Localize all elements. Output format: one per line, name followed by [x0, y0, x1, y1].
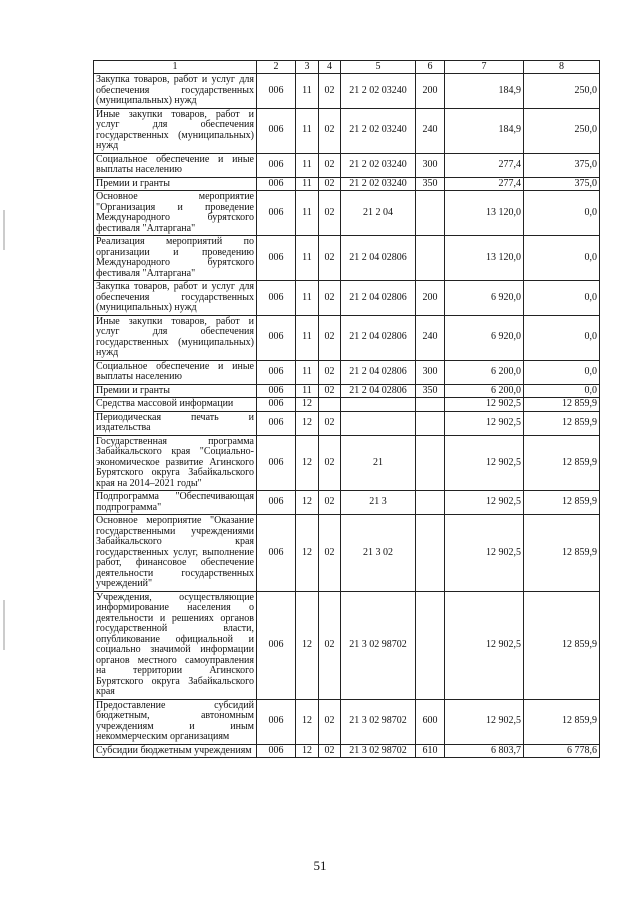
amount-year2-cell: 12 859,9 — [524, 411, 600, 435]
target-article-cell: 21 2 04 02806 — [341, 384, 416, 398]
table-row — [94, 281, 600, 316]
amount-year1-cell: 12 902,5 — [445, 411, 524, 435]
row-name-cell: Субсидии бюджетным учреждениям — [94, 744, 257, 758]
scan-edge-mark — [3, 210, 5, 250]
amount-year1-cell: 12 902,5 — [445, 515, 524, 592]
expense-type-cell: 200 — [416, 281, 445, 316]
expense-type-cell: 200 — [416, 74, 445, 109]
chapter-code-cell: 006 — [257, 591, 296, 699]
amount-year2-cell: 0,0 — [524, 191, 600, 236]
section-code-cell: 12 — [296, 435, 319, 491]
subsection-code-cell: 02 — [319, 315, 341, 360]
target-article-cell: 21 2 02 03240 — [341, 153, 416, 177]
amount-year2-cell: 12 859,9 — [524, 398, 600, 412]
amount-year2-cell: 12 859,9 — [524, 491, 600, 515]
row-name-cell: Иные закупки товаров, работ и услуг для обеспечения государственных (муниципальных) нужд — [94, 108, 257, 153]
table-row — [94, 315, 600, 360]
amount-year2-cell: 0,0 — [524, 384, 600, 398]
row-name-cell: Социальное обеспечение и иные выплаты населению — [94, 360, 257, 384]
amount-year2-cell: 0,0 — [524, 315, 600, 360]
section-code-cell: 11 — [296, 281, 319, 316]
table-row — [94, 411, 600, 435]
target-article-cell: 21 3 02 98702 — [341, 744, 416, 758]
amount-year1-cell: 6 200,0 — [445, 360, 524, 384]
header-cell: 8 — [524, 61, 600, 74]
section-code-cell: 12 — [296, 411, 319, 435]
subsection-code-cell: 02 — [319, 360, 341, 384]
section-code-cell: 11 — [296, 153, 319, 177]
subsection-code-cell: 02 — [319, 384, 341, 398]
expense-type-cell — [416, 491, 445, 515]
subsection-code-cell: 02 — [319, 699, 341, 744]
chapter-code-cell: 006 — [257, 153, 296, 177]
expense-type-cell: 240 — [416, 108, 445, 153]
amount-year1-cell: 12 902,5 — [445, 398, 524, 412]
header-cell: 4 — [319, 61, 341, 74]
amount-year1-cell: 184,9 — [445, 108, 524, 153]
amount-year1-cell: 12 902,5 — [445, 435, 524, 491]
chapter-code-cell: 006 — [257, 491, 296, 515]
target-article-cell: 21 3 02 98702 — [341, 699, 416, 744]
section-code-cell: 11 — [296, 315, 319, 360]
subsection-code-cell: 02 — [319, 74, 341, 109]
target-article-cell — [341, 398, 416, 412]
expense-type-cell — [416, 591, 445, 699]
expense-type-cell — [416, 515, 445, 592]
header-cell: 5 — [341, 61, 416, 74]
section-code-cell: 11 — [296, 74, 319, 109]
subsection-code-cell: 02 — [319, 153, 341, 177]
table-row — [94, 699, 600, 744]
chapter-code-cell: 006 — [257, 398, 296, 412]
amount-year1-cell: 13 120,0 — [445, 191, 524, 236]
section-code-cell: 11 — [296, 236, 319, 281]
table-row — [94, 177, 600, 191]
target-article-cell — [341, 411, 416, 435]
table-row — [94, 491, 600, 515]
row-name-cell: Закупка товаров, работ и услуг для обеспечения государственных (муниципальных) нужд — [94, 74, 257, 109]
amount-year2-cell: 250,0 — [524, 108, 600, 153]
expense-type-cell — [416, 435, 445, 491]
subsection-code-cell: 02 — [319, 108, 341, 153]
table-row — [94, 384, 600, 398]
section-code-cell: 12 — [296, 491, 319, 515]
subsection-code-cell: 02 — [319, 591, 341, 699]
chapter-code-cell: 006 — [257, 515, 296, 592]
amount-year1-cell: 6 200,0 — [445, 384, 524, 398]
row-name-cell: Основное мероприятие "Оказание государственными учреждениями Забайкальского края государственных услуг, выполнение работ, финансовое обеспечение деятельности государственных учреждений" — [94, 515, 257, 592]
chapter-code-cell: 006 — [257, 384, 296, 398]
row-name-cell: Премии и гранты — [94, 384, 257, 398]
target-article-cell: 21 2 04 — [341, 191, 416, 236]
expense-type-cell — [416, 398, 445, 412]
row-name-cell: Периодическая печать и издательства — [94, 411, 257, 435]
amount-year1-cell: 277,4 — [445, 177, 524, 191]
row-name-cell: Средства массовой информации — [94, 398, 257, 412]
section-code-cell: 12 — [296, 398, 319, 412]
chapter-code-cell: 006 — [257, 191, 296, 236]
section-code-cell: 11 — [296, 191, 319, 236]
table-body — [94, 74, 600, 758]
table-row — [94, 108, 600, 153]
target-article-cell: 21 2 04 02806 — [341, 281, 416, 316]
section-code-cell: 11 — [296, 177, 319, 191]
expense-type-cell: 350 — [416, 177, 445, 191]
table-header-row — [94, 61, 600, 74]
target-article-cell: 21 2 04 02806 — [341, 236, 416, 281]
chapter-code-cell: 006 — [257, 236, 296, 281]
chapter-code-cell: 006 — [257, 360, 296, 384]
amount-year1-cell: 277,4 — [445, 153, 524, 177]
table-row — [94, 744, 600, 758]
expense-type-cell: 350 — [416, 384, 445, 398]
chapter-code-cell: 006 — [257, 699, 296, 744]
table-row — [94, 191, 600, 236]
section-code-cell: 11 — [296, 108, 319, 153]
row-name-cell: Основное мероприятие "Организация и проведение Международного бурятского фестиваля "Алтаргана" — [94, 191, 257, 236]
subsection-code-cell: 02 — [319, 491, 341, 515]
budget-table — [93, 60, 600, 758]
table-row — [94, 360, 600, 384]
row-name-cell: Иные закупки товаров, работ и услуг для обеспечения государственных (муниципальных) нужд — [94, 315, 257, 360]
amount-year1-cell: 12 902,5 — [445, 699, 524, 744]
expense-type-cell — [416, 236, 445, 281]
section-code-cell: 12 — [296, 515, 319, 592]
target-article-cell: 21 2 02 03240 — [341, 177, 416, 191]
amount-year2-cell: 0,0 — [524, 236, 600, 281]
table-row — [94, 591, 600, 699]
header-cell: 2 — [257, 61, 296, 74]
chapter-code-cell: 006 — [257, 108, 296, 153]
amount-year2-cell: 12 859,9 — [524, 515, 600, 592]
target-article-cell: 21 2 02 03240 — [341, 74, 416, 109]
amount-year2-cell: 0,0 — [524, 281, 600, 316]
section-code-cell: 12 — [296, 699, 319, 744]
amount-year2-cell: 375,0 — [524, 177, 600, 191]
table-row — [94, 236, 600, 281]
amount-year1-cell: 12 902,5 — [445, 491, 524, 515]
target-article-cell: 21 2 04 02806 — [341, 360, 416, 384]
header-cell: 7 — [445, 61, 524, 74]
subsection-code-cell: 02 — [319, 236, 341, 281]
header-cell: 1 — [94, 61, 257, 74]
amount-year1-cell: 6 920,0 — [445, 281, 524, 316]
expense-type-cell: 300 — [416, 153, 445, 177]
target-article-cell: 21 3 — [341, 491, 416, 515]
subsection-code-cell — [319, 398, 341, 412]
expense-type-cell: 300 — [416, 360, 445, 384]
subsection-code-cell: 02 — [319, 435, 341, 491]
expense-type-cell — [416, 411, 445, 435]
table-row — [94, 74, 600, 109]
row-name-cell: Премии и гранты — [94, 177, 257, 191]
chapter-code-cell: 006 — [257, 281, 296, 316]
amount-year2-cell: 0,0 — [524, 360, 600, 384]
target-article-cell: 21 2 02 03240 — [341, 108, 416, 153]
row-name-cell: Социальное обеспечение и иные выплаты населению — [94, 153, 257, 177]
row-name-cell: Предоставление субсидий бюджетным, автономным учреждениям и иным некоммерческим организациям — [94, 699, 257, 744]
subsection-code-cell: 02 — [319, 744, 341, 758]
chapter-code-cell: 006 — [257, 435, 296, 491]
amount-year1-cell: 6 920,0 — [445, 315, 524, 360]
section-code-cell: 12 — [296, 591, 319, 699]
scan-edge-mark — [3, 600, 5, 650]
amount-year1-cell: 184,9 — [445, 74, 524, 109]
section-code-cell: 11 — [296, 360, 319, 384]
amount-year2-cell: 250,0 — [524, 74, 600, 109]
chapter-code-cell: 006 — [257, 744, 296, 758]
amount-year1-cell: 6 803,7 — [445, 744, 524, 758]
header-cell: 6 — [416, 61, 445, 74]
row-name-cell: Закупка товаров, работ и услуг для обеспечения государственных (муниципальных) нужд — [94, 281, 257, 316]
amount-year2-cell: 12 859,9 — [524, 699, 600, 744]
expense-type-cell: 600 — [416, 699, 445, 744]
subsection-code-cell: 02 — [319, 515, 341, 592]
expense-type-cell: 240 — [416, 315, 445, 360]
chapter-code-cell: 006 — [257, 74, 296, 109]
chapter-code-cell: 006 — [257, 177, 296, 191]
table-row — [94, 153, 600, 177]
page-number: 51 — [313, 858, 327, 873]
table-row — [94, 435, 600, 491]
expense-type-cell — [416, 191, 445, 236]
chapter-code-cell: 006 — [257, 315, 296, 360]
header-cell: 3 — [296, 61, 319, 74]
chapter-code-cell: 006 — [257, 411, 296, 435]
amount-year2-cell: 12 859,9 — [524, 591, 600, 699]
amount-year1-cell: 12 902,5 — [445, 591, 524, 699]
section-code-cell: 12 — [296, 744, 319, 758]
subsection-code-cell: 02 — [319, 281, 341, 316]
subsection-code-cell: 02 — [319, 411, 341, 435]
table-row — [94, 398, 600, 412]
target-article-cell: 21 2 04 02806 — [341, 315, 416, 360]
amount-year2-cell: 12 859,9 — [524, 435, 600, 491]
target-article-cell: 21 3 02 98702 — [341, 591, 416, 699]
table-row — [94, 515, 600, 592]
row-name-cell: Государственная программа Забайкальского края "Социально-экономическое развитие Агинского Бурятского округа Забайкальского края на 2014–2021 годы" — [94, 435, 257, 491]
target-article-cell: 21 — [341, 435, 416, 491]
subsection-code-cell: 02 — [319, 177, 341, 191]
row-name-cell: Учреждения, осуществляющие информирование населения о деятельности и решениях органов государственной власти, опубликование официальной и социально значимой информации органов местного самоуправления на территории Агинского Бурятского округа Забайкальского края — [94, 591, 257, 699]
row-name-cell: Подпрограмма "Обеспечивающая подпрограмма" — [94, 491, 257, 515]
amount-year2-cell: 6 778,6 — [524, 744, 600, 758]
section-code-cell: 11 — [296, 384, 319, 398]
amount-year1-cell: 13 120,0 — [445, 236, 524, 281]
amount-year2-cell: 375,0 — [524, 153, 600, 177]
expense-type-cell: 610 — [416, 744, 445, 758]
subsection-code-cell: 02 — [319, 191, 341, 236]
row-name-cell: Реализация мероприятий по организации и проведению Международного бурятского фестиваля "Алтаргана" — [94, 236, 257, 281]
target-article-cell: 21 3 02 — [341, 515, 416, 592]
